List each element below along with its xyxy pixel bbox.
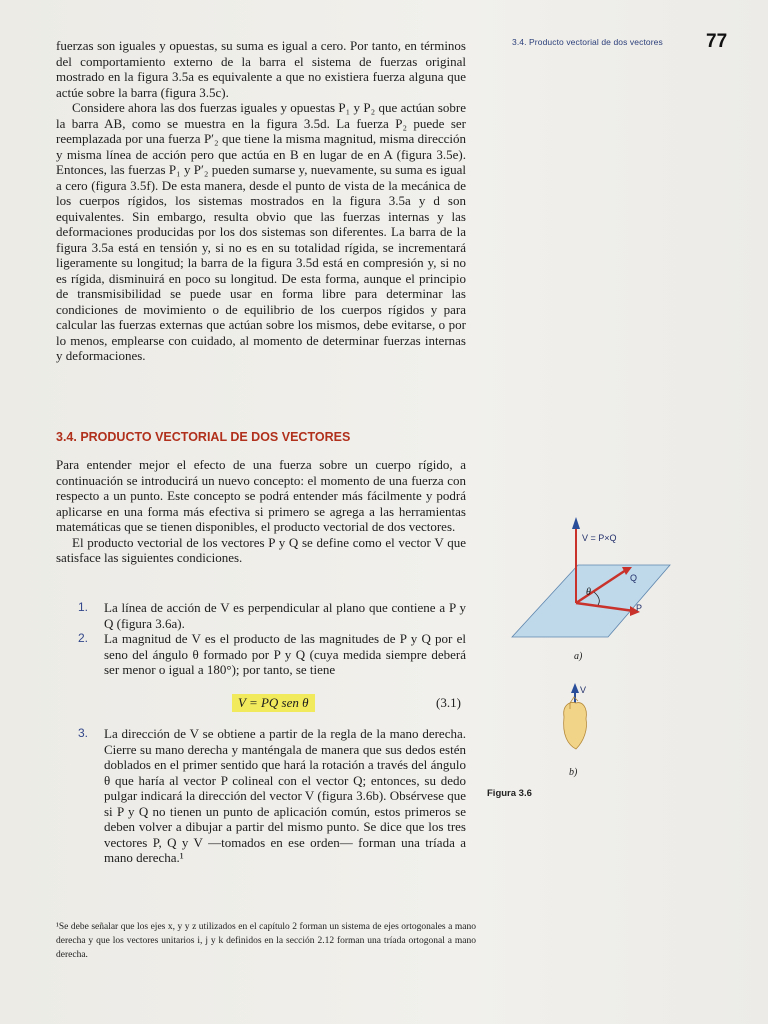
p-label: P xyxy=(636,603,643,613)
list-text: La dirección de V se obtiene a partir de la regla de la mano derecha. Cierre su mano derecha y manténgala de manera que sus dedos estén doblados en el primer sentido que hará la rotación a través del ángulo θ que haría al vector P colineal con el vector Q; entonces, su dedo pulgar indicará la dirección del vector V (figura 3.6b). Obsérvese que si P y Q no tienen un punto de aplicación común, estos primeros se deben volver a dibujar a partir del mismo punto. Se dice que los tres vectores P, Q y V —tomados en ese orden— forman una tríada a mano derecha.¹ xyxy=(104,726,466,865)
v-product-label: V = P×Q xyxy=(582,533,617,543)
hand-v-arrowhead xyxy=(571,683,579,693)
figure-a-label: a) xyxy=(574,651,583,662)
plane-shape xyxy=(512,565,670,637)
footnote: ¹Se debe señalar que los ejes x, y y z utilizados en el capítulo 2 forman un sistema de ejes ortogonales a mano derecha y que los vectores unitarios i, j y k definidos en la sección 2.12 forman una tríada ortogonal a mano derecha. xyxy=(56,922,476,960)
list-number: 3. xyxy=(78,726,89,740)
hand-v-label: V xyxy=(580,685,587,695)
section-text xyxy=(56,457,466,566)
equation-number: (3.1) xyxy=(436,695,461,710)
section-paragraph-2: El producto vectorial de los vectores P y Q se define como el vector V que satisface las siguientes condiciones. xyxy=(56,534,466,565)
intro-text xyxy=(56,38,466,364)
figure-3-6-drawing xyxy=(490,505,690,805)
intro-paragraph-1: fuerzas son iguales y opuestas, su suma es igual a cero. Por tanto, en términos del comportamiento externo de la barra el sistema de fuerzas original mostrado en la figura 3.5a es equivalente a que no existiera fuerza alguna que actúe sobre la barra (figura 3.5c). xyxy=(56,38,466,100)
hand-shape xyxy=(564,703,587,749)
vector-v-arrowhead xyxy=(572,517,580,529)
list-number: 1. xyxy=(78,600,89,614)
list-text: La magnitud de V es el producto de las magnitudes de P y Q por el seno del ángulo θ formado por P y Q (cuya medida siempre deberá ser menor o igual a 180°); por tanto, se tiene xyxy=(104,631,466,677)
list-text: La línea de acción de V es perpendicular al plano que contiene a P y Q (figura 3.6a). xyxy=(104,600,466,631)
section-paragraph-1: Para entender mejor el efecto de una fuerza sobre un cuerpo rígido, a continuación se introducirá un nuevo concepto: el momento de una fuerza con respecto a un punto. Este concepto se podrá entender más fácilmente y podrá aplicarse en una forma más efectiva si primero se agrega a las herramientas matemáticas que se tienen disponibles, el producto vectorial de dos vectores. xyxy=(56,457,466,534)
list-number: 2. xyxy=(78,631,89,645)
figure-b-label: b) xyxy=(569,767,578,778)
figure-caption: Figura 3.6 xyxy=(487,788,532,799)
intro-paragraph-2: Considere ahora las dos fuerzas iguales y opuestas P₁ y P₂ que actúan sobre la barra AB, como se muestra en la figura 3.5d. La fuerza P₂ puede ser reemplazada por una fuerza P′₂ que tiene la misma magnitud, misma dirección y misma línea de acción pero que actúa en B en lugar de en A (figura 3.5e). Entonces, las fuerzas P₁ y P′₂ pueden sumarse y, nuevamente, su suma es igual a cero (figura 3.5f). De esta manera, desde el punto de vista de la mecánica de los cuerpos rígidos, los sistemas mostrados en la figura 3.5a y d son equivalentes. Sin embargo, resulta obvio que las fuerzas internas y las deformaciones producidas por los dos sistemas son diferentes. La barra de la figura 3.5a está en tensión y, si no es en su totalidad rígida, se incrementará ligeramente su longitud; la barra de la figura 3.5d está en compresión y, si no es rígida, disminuirá en poco su longitud. De esta forma, aunque el principio de transmisibilidad se puede usar en forma libre para determinar las condiciones de movimiento o de equilibrio de los cuerpos rígidos y para calcular las fuerzas externas que actúan sobre los mismos, debe evitarse, o por lo menos, emplearse con cuidado, al momento de determinar fuerzas internas y deformaciones. xyxy=(56,100,466,363)
q-label: Q xyxy=(630,573,638,583)
equation-3-1: V = PQ sen θ xyxy=(232,694,315,712)
theta-label: θ xyxy=(586,587,591,598)
page-number: 77 xyxy=(706,31,728,52)
running-header: 3.4. Producto vectorial de dos vectores xyxy=(512,37,663,47)
section-heading: 3.4. PRODUCTO VECTORIAL DE DOS VECTORES xyxy=(56,430,351,444)
